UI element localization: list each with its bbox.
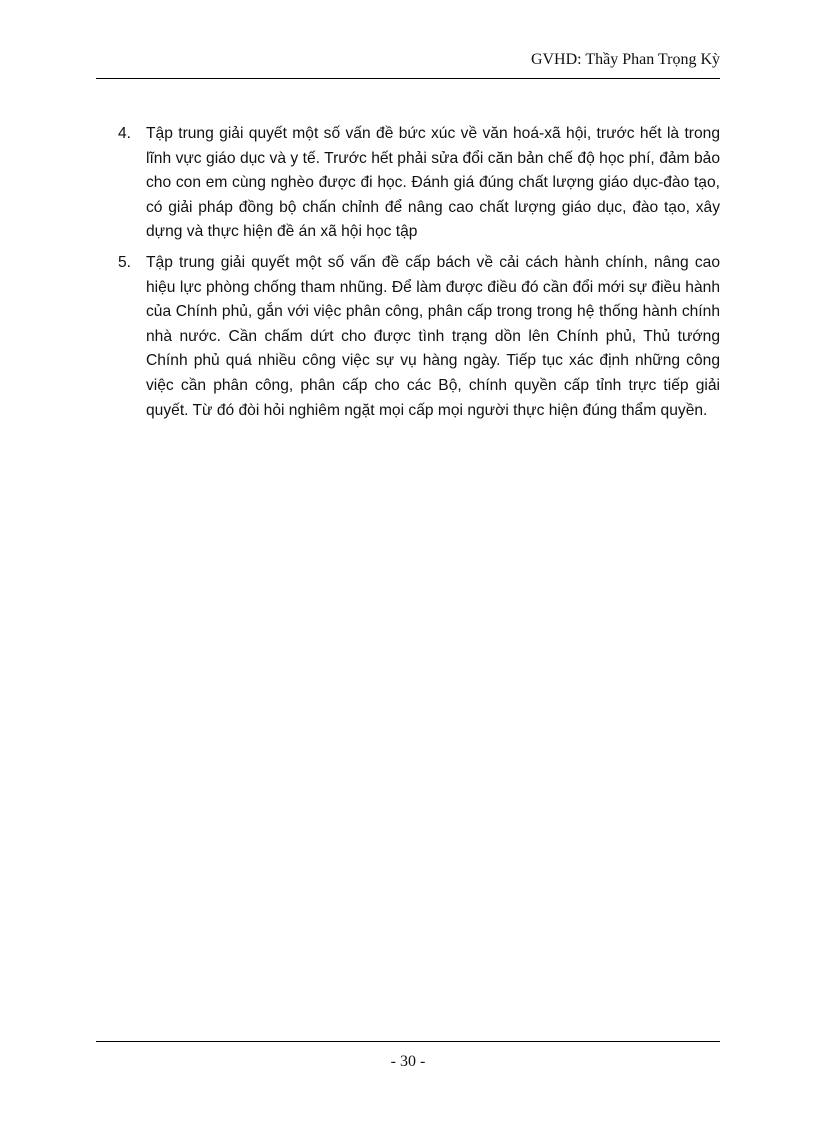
header-advisor: GVHD: Thầy Phan Trọng Kỳ: [530, 51, 720, 68]
list-item-text: Tập trung giải quyết một số vấn đề cấp bách về cải cách hành chính, nâng cao hiệu lực phòng chống tham nhũng. Để làm được điều đó cần đổi mới sự điều hành của Chính phủ, gắn với việc phân công, phân cấp trong trong hệ thống hành chính nhà nước. Cần chấm dứt cho được tình trạng dồn lên Chính phủ, Thủ tướng Chính phủ quá nhiều công việc sự vụ hàng ngày. Tiếp tục xác định những công việc cần phân công, phân cấp cho các Bộ, chính quyền cấp tỉnh trực tiếp giải quyết. Từ đó đòi hỏi nghiêm ngặt mọi cấp mọi người thực hiện đúng thẩm quyền.: [146, 253, 720, 419]
list-item: [118, 251, 720, 423]
list-item-number: 4.: [118, 125, 132, 142]
list-item-text: Tập trung giải quyết một số vấn đề bức xúc về văn hoá-xã hội, trước hết là trong lĩnh vực giáo dục và y tế. Trước hết phải sửa đổi căn bản chế độ học phí, đảm bảo cho con em cùng nghèo được đi học. Đánh giá đúng chất lượng giáo dục-đào tạo, có giải pháp đồng bộ chấn chỉnh để nâng cao chất lượng giáo dục, đào tạo, xây dựng và thực hiện đề án xã hội học tập: [146, 125, 720, 241]
page-number: - 30 -: [390, 1053, 426, 1070]
footer-divider: [96, 1041, 720, 1042]
numbered-list: [118, 122, 720, 423]
list-item-number: 5.: [118, 253, 132, 271]
page-body: [118, 122, 720, 429]
page-header: [96, 50, 720, 79]
list-item: [118, 122, 720, 245]
